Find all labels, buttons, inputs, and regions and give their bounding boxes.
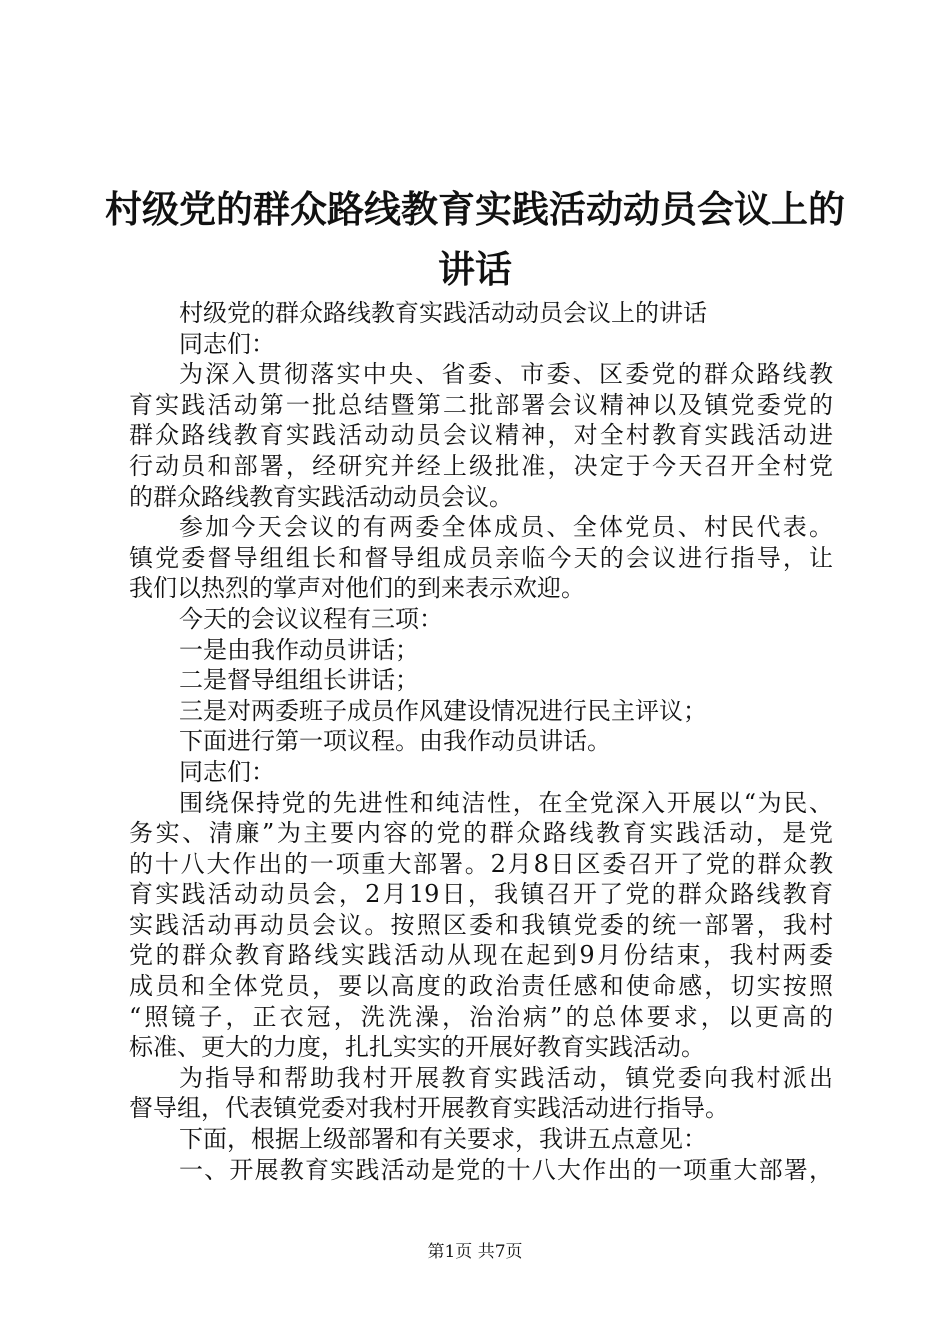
body-line: “照镜子，正衣冠，洗洗澡，治治病”的总体要求，以更高的 bbox=[129, 1002, 833, 1031]
body-line: 村级党的群众路线教育实践活动动员会议上的讲话 bbox=[179, 299, 707, 327]
body-line: 育实践活动第一批总结暨第二批部署会议精神以及镇党委党的 bbox=[129, 390, 833, 419]
body-line: 实践活动再动员会议。按照区委和我镇党委的统一部署，我村 bbox=[129, 910, 833, 939]
body-line: 一、开展教育实践活动是党的十八大作出的一项重大部署， bbox=[179, 1155, 833, 1184]
body-line: 务实、清廉”为主要内容的党的群众路线教育实践活动，是党 bbox=[129, 819, 833, 848]
page-footer: 第1页 共7页 bbox=[427, 1242, 523, 1262]
body-line: 我们以热烈的掌声对他们的到来表示欢迎。 bbox=[129, 574, 585, 603]
body-line: 一是由我作动员讲话； bbox=[179, 635, 419, 664]
body-line: 群众路线教育实践活动动员会议精神，对全村教育实践活动进 bbox=[129, 421, 833, 450]
body-line: 为指导和帮助我村开展教育实践活动，镇党委向我村派出 bbox=[179, 1063, 833, 1092]
body-line: 成员和全体党员，要以高度的政治责任感和使命感，切实按照 bbox=[129, 972, 833, 1001]
body-line: 下面进行第一项议程。由我作动员讲话。 bbox=[179, 727, 611, 756]
body-line: 同志们： bbox=[179, 757, 275, 786]
body-line: 参加今天会议的有两委全体成员、全体党员、村民代表。 bbox=[179, 513, 833, 542]
document-title-line-2: 讲话 bbox=[438, 248, 512, 291]
body-line: 三是对两委班子成员作风建设情况进行民主评议； bbox=[179, 696, 707, 725]
body-line: 督导组，代表镇党委对我村开展教育实践活动进行指导。 bbox=[129, 1094, 729, 1123]
body-line: 行动员和部署，经研究并经上级批准，决定于今天召开全村党 bbox=[129, 451, 833, 480]
document-title-line-1: 村级党的群众路线教育实践活动动员会议上的 bbox=[105, 188, 845, 231]
body-line: 同志们： bbox=[179, 329, 275, 358]
body-line: 为深入贯彻落实中央、省委、市委、区委党的群众路线教 bbox=[179, 360, 833, 389]
body-line: 育实践活动动员会，2月19日，我镇召开了党的群众路线教育 bbox=[129, 880, 833, 909]
body-line: 镇党委督导组组长和督导组成员亲临今天的会议进行指导，让 bbox=[129, 543, 833, 572]
body-line: 党的群众教育路线实践活动从现在起到9月份结束，我村两委 bbox=[129, 941, 833, 970]
body-line: 围绕保持党的先进性和纯洁性，在全党深入开展以“为民、 bbox=[179, 788, 833, 817]
body-line: 二是督导组组长讲话； bbox=[179, 666, 419, 695]
body-line: 标准、更大的力度，扎扎实实的开展好教育实践活动。 bbox=[129, 1033, 705, 1062]
body-line: 下面，根据上级部署和有关要求，我讲五点意见： bbox=[179, 1125, 707, 1154]
document-body bbox=[129, 298, 833, 1185]
body-line: 的十八大作出的一项重大部署。2月8日区委召开了党的群众教 bbox=[129, 849, 833, 878]
body-line: 的群众路线教育实践活动动员会议。 bbox=[129, 482, 513, 511]
body-line: 今天的会议议程有三项： bbox=[179, 604, 443, 633]
